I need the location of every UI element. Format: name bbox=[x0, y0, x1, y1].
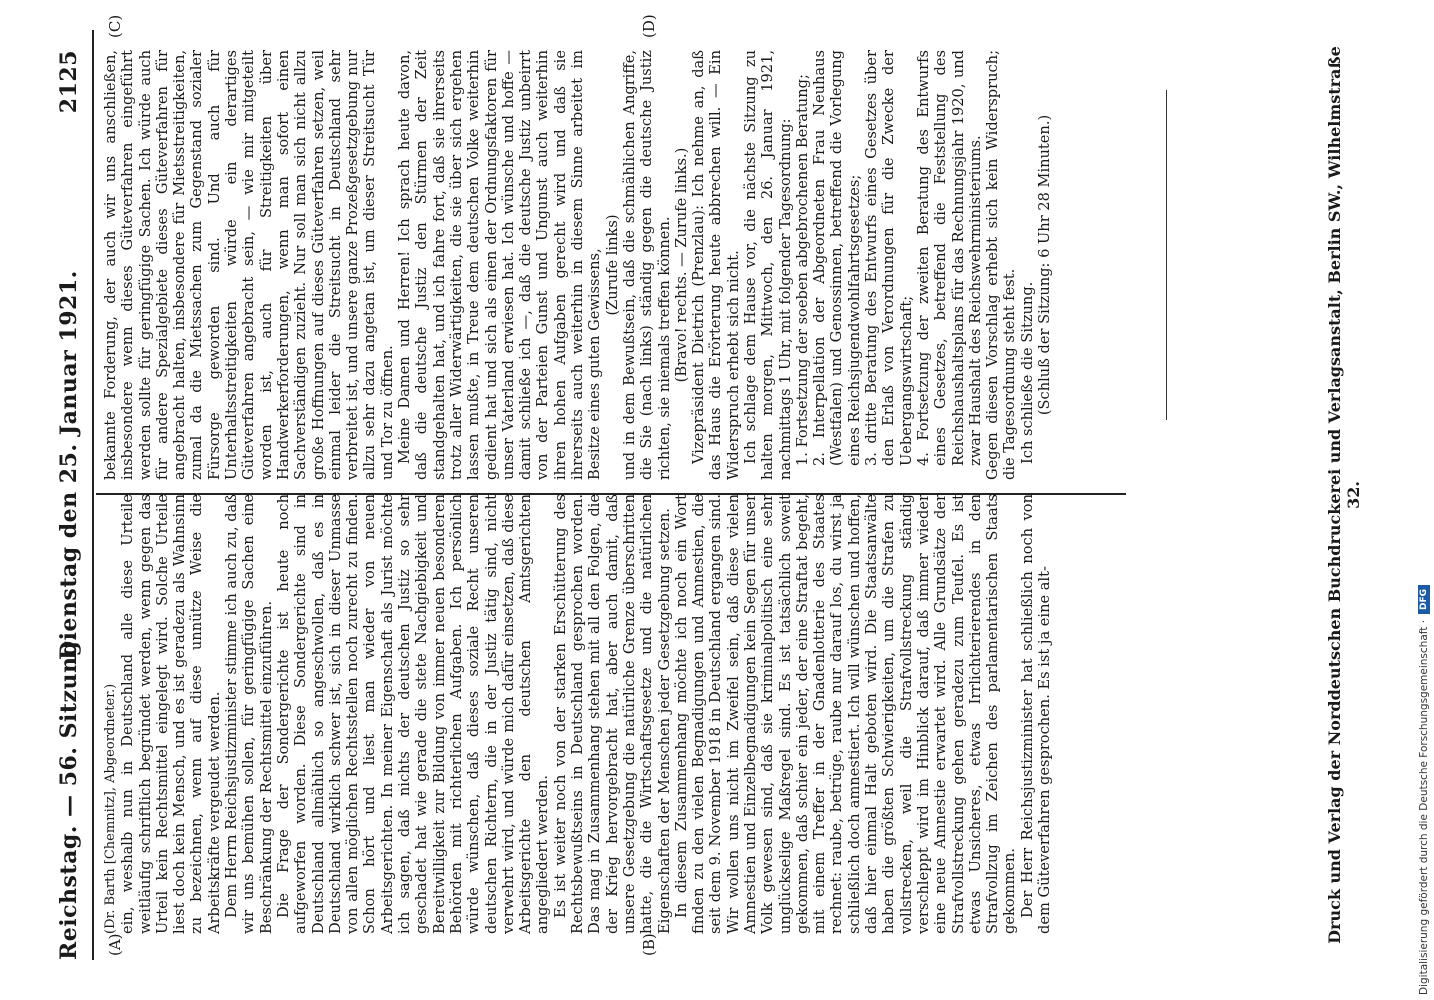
closing-note: (Schluß der Sitzung: 6 Uhr 28 Minuten.) bbox=[1036, 114, 1054, 416]
interjection: (Bravo! rechts. — Zurufe links.) bbox=[672, 147, 690, 383]
paragraph: Dem Herrn Reichsjustizminister stimme ich auch zu, daß wir uns bemühen sollen, für geringfügige Sachen eine Beschränkung der Rechtsmittel einzuführen. bbox=[223, 494, 275, 934]
printer-footer: Druck und Verlag der Norddeutschen Buchdruckerei und Verlagsanstalt, Berlin SW., Wilhelmstraße 32. bbox=[1325, 46, 1363, 944]
interjection: (Zurufe links) bbox=[603, 214, 621, 316]
margin-marker-a: (A) bbox=[106, 933, 124, 956]
header-left: Reichstag. — 56. Sitzung. bbox=[56, 632, 82, 960]
agenda-item: 1. Fortsetzung der soeben abgebrochenen Beratung; bbox=[793, 74, 811, 466]
margin-marker-c: (C) bbox=[106, 14, 124, 38]
right-column bbox=[102, 50, 1122, 480]
paragraph: In diesem Zusammenhang möchte ich noch ein Wort finden zu den vielen Begnadigungen und Amnestien, die seit dem 9. November 1918 in Deutschland ergangen sind. Wir wollen uns nicht im Zweifel sein, daß diese vielen Amnestien und Einzelbegnadigungen kein Segen für unser Volk gewesen sind, daß sie kriminalpolitisch eine sehr unglückselige Maßregel sind. Es ist tatsächlich soweit gekommen, daß schier ein jeder, der eine Straftat begeht, mit einem Treffer in der Gnadenlotterie des Staates rechnet: raube, betrüge, raube nur darauf los, du wirst ja schließlich doch amnestiert. Ich will wünschen und hoffen, daß hier einmal Halt geboten wird. Die Staatsanwälte haben die größten Schwierigkeiten, um die Strafen zu vollstrecken, weil die Strafvollstreckung ständig verschleppt wird im Hinblick darauf, daß immer wieder eine neue Amnestie erwartet wird. Alle Grundsätze der Strafvollstreckung gehen geradezu zum Teufel. Es ist etwas Unsicheres, etwas Irrlichterierendes in den Strafvollzug im Zeichen des parlamentarischen Staats gekommen. bbox=[672, 494, 1019, 934]
digitization-text: Digitalisierung gefördert durch die Deutsche Forschungsgemeinschaft · bbox=[1418, 619, 1430, 995]
header-rule bbox=[92, 30, 94, 960]
paragraph: Der Herr Reichsjustizminister hat schließlich noch von dem Güteverfahren gesprochen. Es ist ja eine alt- bbox=[1018, 494, 1054, 934]
paragraph: Meine Damen und Herren! Ich sprach heute davon, daß die deutsche Justiz den Stürmen der Zeit standgehalten hat, und ich fahre fort, daß sie ihrerseits trotz aller Widerwärtigkeiten, die sie über sich ergehen lassen mußte, in Treue dem deutschen Volke weiterhin gedient hat und sich als einen der Ordnungsfaktoren für unser Vaterland erwiesen hat. Ich wünsche und hoffe — damit schließe ich —, daß die deutsche Justiz unbeirrt von der Parteien Gunst und Ungunst auch weiterhin ihren hohen Aufgaben gerecht wird und daß sie ihrerseits auch weiterhin in diesem Sinne arbeitet im Besitze eines guten Gewissens, bbox=[396, 50, 604, 480]
paragraph: Die Frage der Sondergerichte ist heute noch aufgeworfen worden. Diese Sondergerichte sind in Deutschland allmählich so angeschwollen, daß es in Deutschland wirklich schwer ist, sich in dieser Unmasse von allen möglichen Rechtsstellen noch zurecht zu finden. Schon hört und liest man wieder von neuen Arbeitsgerichten. In meiner Eigenschaft als Jurist möchte ich sagen, daß nichts der deutschen Justiz so sehr geschadet hat wie gerade die stete Nachgiebigkeit und Bereitwilligkeit zur Bildung von immer neuen besonderen Behörden mit richterlichen Aufgaben. Ich persönlich würde wünschen, daß dieses soziale Recht unseren deutschen Richtern, die in der Justiz tätig sind, nicht verwehrt wird, und würde mich dafür einsetzen, daß diese Arbeitsgerichte den deutschen Amtsgerichten angegliedert werden. bbox=[274, 494, 552, 934]
left-column bbox=[102, 494, 1122, 934]
paragraph: und in dem Bewußtsein, daß die schmählichen Angriffe, die Sie (nach links) ständig gegen die deutsche Justiz richten, sie niemals treffen können. bbox=[620, 50, 673, 480]
paragraph: ein, weshalb nun in Deutschland alle diese Urteile weitläufig schriftlich begründet werden, wenn gegen das Urteil kein Rechtsmittel eingelegt wird. Solche Urteile liest doch kein Mensch, und es ist geradezu als Wahnsinn zu bezeichnen, wenn auf diese unnütze Weise die Arbeitskräfte vergeudet werden. bbox=[119, 494, 223, 934]
paragraph: Vizepräsident Dietrich (Prenzlau): Ich nehme an, daß das Haus die Erörterung heute abbrechen will. — Ein Widerspruch erhebt sich nicht. bbox=[690, 50, 742, 480]
speaker-line: (Dr. Barth [Chemnitz], Abgeordneter.) bbox=[103, 683, 118, 934]
dfg-logo: DFG bbox=[1418, 585, 1430, 614]
margin-marker-b: (B) bbox=[640, 933, 658, 956]
paragraph: Ich schließe die Sitzung. bbox=[1018, 281, 1036, 464]
digitization-note bbox=[1418, 5, 1430, 995]
end-rule bbox=[1166, 90, 1167, 420]
header-date: Dienstag den 25. Januar 1921. bbox=[56, 270, 82, 660]
page-number: 2125 bbox=[56, 50, 82, 114]
margin-marker-d: (D) bbox=[640, 14, 658, 38]
paragraph: bekannte Forderung, der auch wir uns anschließen, insbesondere wenn dieses Güteverfahren eingeführt werden sollte für geringfügige Sachen. Ich würde auch für andere Spezialgebiete dieses Güteverfahren für angebracht halten, insbesondere für Mietsstreitigkeiten, zumal da die Mietssachen zum Gegenstand sozialer Fürsorge geworden sind. Und auch für Unterhaltsstreitigkeiten würde ein derartiges Güteverfahren angebracht sein, — wie mir mitgeteilt worden ist, auch für Streitigkeiten über Handwerkerforderungen, wenn man sofort einen Sachverständigen zuzieht. Nur soll man sich nicht allzu große Hoffnungen auf dieses Güteverfahren setzen, weil einmal leider die Streitsucht in Deutschland sehr verbreitet ist, und unsere ganze Prozeßgesetzgebung nur allzu sehr dazu angetan ist, um dieser Streitsucht Tür und Tor zu öffnen. bbox=[102, 50, 396, 480]
paragraph: Es ist weiter noch von der starken Erschütterung des Rechtsbewußtseins in Deutschland gesprochen worden. Das mag in Zusammenhang stehen mit all den Folgen, die der Krieg hervorgebracht hat, aber auch damit, daß unsere Gesetzgebung die natürliche Grenze überschritten hatte, die die Wirtschaftsgesetze und die natürlichen Eigenschaften der Menschen jeder Gesetzgebung setzen. bbox=[551, 494, 673, 934]
agenda-item: 2. Interpellation der Abgeordneten Frau Neuhaus (Westfalen) und Genossinnen, betreffend die Vorlegung eines Reichsjugendwohlfahrtsgesetzes; bbox=[811, 50, 863, 466]
agenda-list bbox=[794, 50, 984, 480]
paragraph: Ich schlage dem Hause vor, die nächste Sitzung zu halten morgen, Mittwoch, den 26. Januar 1921, nachmittags 1 Uhr, mit folgender Tagesordnung: bbox=[741, 50, 794, 480]
agenda-item: 3. dritte Beratung des Entwurfs eines Gesetzes über den Erlaß von Verordnungen für die Zwecke der Uebergangswirtschaft; bbox=[863, 50, 915, 466]
page-header bbox=[50, 30, 90, 960]
paragraph: Gegen diesen Vorschlag erhebt sich kein Widerspruch; die Tagesordnung steht fest. bbox=[984, 50, 1019, 480]
agenda-item: 4. Fortsetzung der zweiten Beratung des Entwurfs eines Gesetzes, betreffend die Feststellung des Reichshaushaltsplans für das Rechnungsjahr 1920, und zwar Haushalt des Reichswehrministeriums. bbox=[914, 50, 984, 466]
